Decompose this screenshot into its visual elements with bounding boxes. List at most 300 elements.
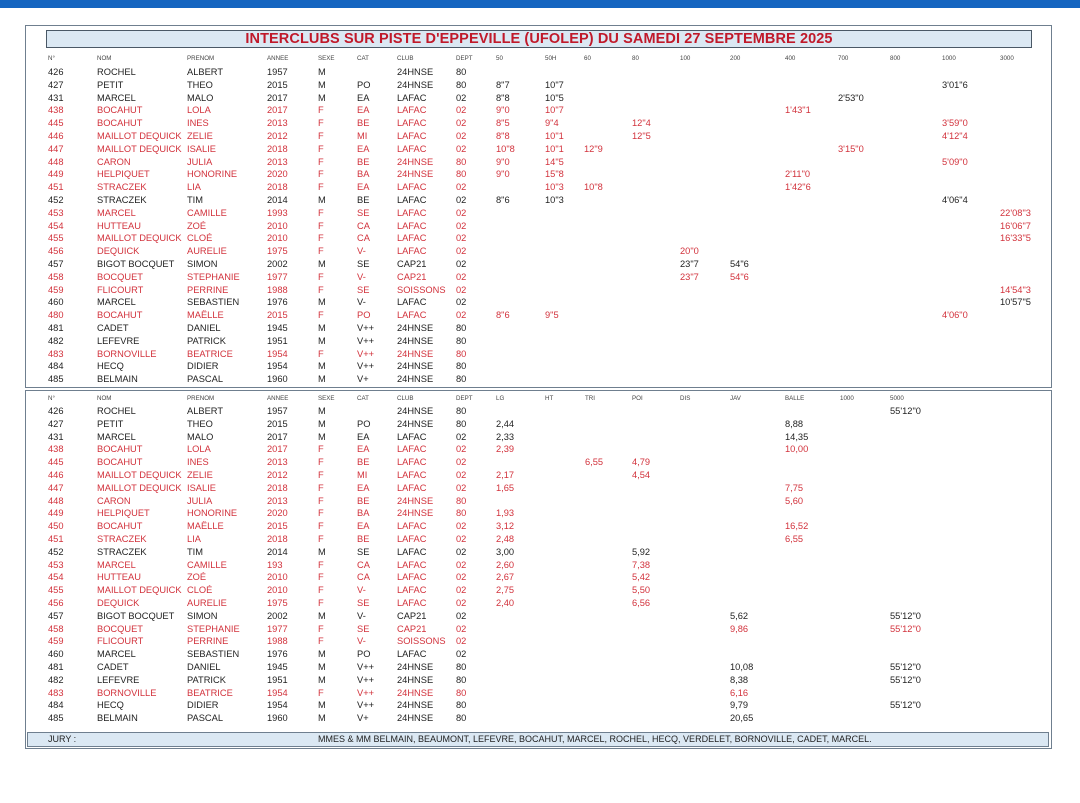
- table-cell: 427: [48, 79, 64, 90]
- table-cell: LAFAC: [397, 105, 427, 116]
- table-cell: M: [318, 374, 326, 385]
- column-header: PRENOM: [187, 55, 215, 62]
- table-cell: F: [318, 687, 324, 698]
- table-cell: 24HNSE: [397, 495, 434, 506]
- table-cell: LAFAC: [397, 143, 427, 154]
- table-cell: ZOÉ: [187, 572, 207, 583]
- table-cell: 1976: [267, 297, 288, 308]
- table-cell: 9"0: [496, 169, 510, 180]
- table-cell: M: [318, 195, 326, 205]
- table-cell: LAFAC: [397, 297, 427, 308]
- table-cell: F: [318, 534, 324, 544]
- table-row: [0, 456, 1080, 469]
- table-cell: 80: [456, 674, 467, 685]
- table-cell: LAFAC: [397, 559, 427, 570]
- table-row: [0, 418, 1080, 431]
- table-cell: 80: [456, 67, 467, 77]
- table-cell: M: [318, 92, 326, 103]
- table-cell: 7,75: [785, 482, 804, 493]
- table-row: [0, 117, 1080, 130]
- table-cell: 1'43"1: [785, 105, 811, 116]
- table-cell: 454: [48, 572, 64, 583]
- table-cell: 2020: [267, 169, 288, 180]
- table-cell: 445: [48, 118, 64, 129]
- table-cell: LAFAC: [397, 534, 427, 544]
- table-cell: 1988: [267, 284, 288, 295]
- table-row: [0, 597, 1080, 610]
- table-cell: 2,17: [496, 470, 515, 480]
- table-cell: 431: [48, 92, 64, 103]
- table-cell: MARCEL: [97, 207, 136, 218]
- table-cell: FLICOURT: [97, 284, 144, 295]
- table-cell: 2018: [267, 143, 288, 154]
- table-cell: BA: [357, 169, 370, 180]
- table-cell: F: [318, 444, 324, 455]
- header-row: [0, 54, 1080, 64]
- table-cell: INES: [187, 457, 209, 468]
- table-cell: 24HNSE: [397, 418, 434, 429]
- table-cell: BIGOT BOCQUET: [97, 610, 175, 621]
- table-cell: 460: [48, 297, 64, 308]
- table-cell: HONORINE: [187, 508, 238, 519]
- table-row: [0, 92, 1080, 105]
- column-header: 400: [785, 55, 796, 62]
- table-cell: 1977: [267, 271, 288, 282]
- table-cell: 9"0: [496, 156, 510, 167]
- column-header: JAV: [730, 395, 741, 402]
- table-cell: 10"8: [584, 182, 603, 193]
- table-cell: 02: [456, 610, 467, 621]
- table-cell: BOCAHUT: [97, 310, 143, 321]
- table-cell: TIM: [187, 195, 204, 205]
- table-cell: SE: [357, 546, 370, 557]
- table-cell: 484: [48, 361, 64, 372]
- table-cell: 449: [48, 169, 64, 180]
- table-cell: 24HNSE: [397, 687, 434, 698]
- table-cell: 80: [456, 406, 467, 416]
- table-cell: 10"1: [545, 143, 564, 154]
- table-cell: 460: [48, 649, 64, 660]
- table-row: [0, 284, 1080, 297]
- table-cell: M: [318, 662, 326, 672]
- table-cell: CAP21: [397, 623, 427, 634]
- table-cell: 2,39: [496, 444, 515, 455]
- table-cell: 3'01"6: [942, 79, 968, 90]
- table-cell: BORNOVILLE: [97, 687, 157, 698]
- table-cell: 2015: [267, 79, 288, 90]
- table-cell: BOCQUET: [97, 271, 143, 282]
- table-cell: 483: [48, 348, 64, 359]
- table-cell: CARON: [97, 156, 131, 167]
- table-cell: 02: [456, 207, 467, 218]
- table-cell: BE: [357, 156, 370, 167]
- table-cell: 2002: [267, 610, 288, 621]
- table-cell: 10"8: [496, 143, 515, 154]
- table-cell: BIGOT BOCQUET: [97, 259, 175, 269]
- table-separator: [25, 387, 1052, 391]
- table-cell: EA: [357, 444, 370, 455]
- table-row: [0, 258, 1080, 271]
- column-header: SEXE: [318, 395, 335, 402]
- table-cell: ZOÉ: [187, 220, 207, 231]
- table-cell: PERRINE: [187, 636, 229, 647]
- table-cell: FLICOURT: [97, 636, 144, 647]
- table-row: [0, 571, 1080, 584]
- table-cell: F: [318, 495, 324, 506]
- table-cell: PASCAL: [187, 374, 223, 385]
- table-cell: 451: [48, 182, 64, 193]
- table-cell: EA: [357, 482, 370, 493]
- table-cell: 02: [456, 636, 467, 647]
- table-cell: 02: [456, 246, 467, 257]
- table-cell: 15"8: [545, 169, 564, 180]
- table-cell: CAP21: [397, 271, 427, 282]
- table-cell: DEQUICK: [97, 598, 140, 608]
- table-cell: 24HNSE: [397, 374, 434, 385]
- table-cell: 02: [456, 92, 467, 103]
- table-cell: ALBERT: [187, 67, 223, 77]
- table-cell: 55'12"0: [890, 623, 921, 634]
- table-cell: F: [318, 636, 324, 647]
- table-cell: M: [318, 713, 326, 724]
- table-cell: V++: [357, 348, 375, 359]
- table-cell: 54"6: [730, 259, 749, 269]
- table-cell: MAËLLE: [187, 521, 224, 532]
- table-cell: 1976: [267, 649, 288, 660]
- table-cell: 5'09"0: [942, 156, 968, 167]
- table-cell: 80: [456, 662, 467, 672]
- table-cell: SEBASTIEN: [187, 297, 240, 308]
- table-cell: 7,38: [632, 559, 651, 570]
- table-cell: MAILLOT DEQUICK: [97, 470, 182, 480]
- table-cell: DANIEL: [187, 323, 221, 333]
- table-cell: PO: [357, 418, 371, 429]
- table-cell: 55'12"0: [890, 700, 921, 711]
- table-cell: LAFAC: [397, 131, 427, 141]
- table-cell: LAFAC: [397, 649, 427, 660]
- table-cell: F: [318, 207, 324, 218]
- column-header: 100: [680, 55, 691, 62]
- table-cell: 3'59"0: [942, 118, 968, 129]
- table-cell: LAFAC: [397, 546, 427, 557]
- table-cell: 2017: [267, 444, 288, 455]
- table-cell: 02: [456, 521, 467, 532]
- table-cell: SE: [357, 207, 370, 218]
- table-cell: 20"0: [680, 246, 699, 257]
- table-cell: 16,52: [785, 521, 809, 532]
- table-cell: 454: [48, 220, 64, 231]
- table-cell: BORNOVILLE: [97, 348, 157, 359]
- table-cell: 02: [456, 649, 467, 660]
- table-cell: STEPHANIE: [187, 271, 240, 282]
- table-cell: 02: [456, 284, 467, 295]
- column-header: ANNEE: [267, 55, 289, 62]
- table-cell: 24HNSE: [397, 156, 434, 167]
- table-cell: 485: [48, 713, 64, 724]
- table-cell: 12"4: [632, 118, 651, 129]
- table-cell: 9"5: [545, 310, 559, 321]
- table-row: [0, 348, 1080, 361]
- table-cell: 2002: [267, 259, 288, 269]
- table-cell: CA: [357, 559, 370, 570]
- table-cell: 55'12"0: [890, 662, 921, 672]
- table-cell: 193: [267, 559, 283, 570]
- table-cell: 14'54"3: [1000, 284, 1031, 295]
- table-cell: BE: [357, 195, 370, 205]
- table-cell: 55'12"0: [890, 406, 921, 416]
- table-cell: 54"6: [730, 271, 749, 282]
- table-cell: 426: [48, 406, 64, 416]
- table-cell: LOLA: [187, 105, 211, 116]
- table-cell: 482: [48, 335, 64, 346]
- table-cell: LIA: [187, 182, 201, 193]
- table-cell: 2013: [267, 118, 288, 129]
- table-cell: 24HNSE: [397, 335, 434, 346]
- table-cell: F: [318, 131, 324, 141]
- table-cell: 02: [456, 143, 467, 154]
- table-cell: SEBASTIEN: [187, 649, 240, 660]
- table-cell: 6,16: [730, 687, 749, 698]
- table-row: [0, 687, 1080, 700]
- table-cell: 2015: [267, 418, 288, 429]
- column-header: ANNEE: [267, 395, 289, 402]
- table-cell: 452: [48, 195, 64, 205]
- table-cell: 446: [48, 131, 64, 141]
- column-header: 1000: [840, 395, 854, 402]
- table-row: [0, 520, 1080, 533]
- table-cell: THEO: [187, 418, 213, 429]
- column-header: 60: [584, 55, 591, 62]
- table-cell: 80: [456, 348, 467, 359]
- table-cell: BEATRICE: [187, 348, 233, 359]
- table-cell: 448: [48, 156, 64, 167]
- table-cell: 458: [48, 271, 64, 282]
- table-cell: 2012: [267, 131, 288, 141]
- table-cell: LAFAC: [397, 246, 427, 257]
- table-cell: 24HNSE: [397, 508, 434, 519]
- table-cell: F: [318, 559, 324, 570]
- table-cell: 12"5: [632, 131, 651, 141]
- table-cell: V-: [357, 585, 366, 596]
- table-cell: LEFEVRE: [97, 335, 140, 346]
- table-cell: 10,00: [785, 444, 809, 455]
- table-cell: 438: [48, 444, 64, 455]
- table-cell: 02: [456, 457, 467, 468]
- table-cell: F: [318, 470, 324, 480]
- table-cell: 02: [456, 444, 467, 455]
- table-cell: 2,48: [496, 534, 515, 544]
- table-row: [0, 469, 1080, 482]
- table-cell: PATRICK: [187, 335, 226, 346]
- table-cell: 3,00: [496, 546, 515, 557]
- table-row: [0, 635, 1080, 648]
- table-cell: 80: [456, 79, 467, 90]
- table-cell: 24HNSE: [397, 323, 434, 333]
- table-cell: LOLA: [187, 444, 211, 455]
- table-cell: F: [318, 182, 324, 193]
- table-cell: ROCHEL: [97, 67, 136, 77]
- table-cell: 80: [456, 700, 467, 711]
- table-cell: PO: [357, 79, 371, 90]
- table-cell: MAILLOT DEQUICK: [97, 233, 182, 244]
- table-cell: 4'06"4: [942, 195, 968, 205]
- table-cell: 80: [456, 418, 467, 429]
- table-cell: DANIEL: [187, 662, 221, 672]
- table-cell: 1945: [267, 323, 288, 333]
- table-cell: M: [318, 649, 326, 660]
- table-cell: 12"9: [584, 143, 603, 154]
- table-cell: M: [318, 297, 326, 308]
- table-row: [0, 610, 1080, 623]
- table-cell: 447: [48, 143, 64, 154]
- table-cell: F: [318, 220, 324, 231]
- table-cell: F: [318, 585, 324, 596]
- table-cell: LAFAC: [397, 220, 427, 231]
- table-cell: 8,88: [785, 418, 804, 429]
- table-cell: F: [318, 118, 324, 129]
- table-cell: EA: [357, 431, 370, 442]
- table-cell: 8"7: [496, 79, 510, 90]
- table-row: [0, 296, 1080, 309]
- table-cell: 23"7: [680, 259, 699, 269]
- table-cell: F: [318, 233, 324, 244]
- table-cell: LIA: [187, 534, 201, 544]
- top-accent-bar: [0, 0, 1080, 8]
- table-cell: 02: [456, 585, 467, 596]
- table-cell: 02: [456, 118, 467, 129]
- table-cell: CADET: [97, 662, 129, 672]
- column-header: 1000: [942, 55, 956, 62]
- table-cell: LAFAC: [397, 585, 427, 596]
- table-cell: HUTTEAU: [97, 220, 141, 231]
- table-cell: CAP21: [397, 610, 427, 621]
- table-cell: M: [318, 431, 326, 442]
- table-cell: PERRINE: [187, 284, 229, 295]
- table-cell: 16'06"7: [1000, 220, 1031, 231]
- table-cell: STRACZEK: [97, 195, 147, 205]
- table-cell: V++: [357, 335, 375, 346]
- table-cell: 8,38: [730, 674, 749, 685]
- table-cell: F: [318, 271, 324, 282]
- table-cell: 1960: [267, 713, 288, 724]
- table-cell: 2014: [267, 546, 288, 557]
- table-cell: 1945: [267, 662, 288, 672]
- table-cell: PO: [357, 649, 371, 660]
- table-cell: BOCAHUT: [97, 444, 143, 455]
- table-cell: 3,12: [496, 521, 515, 532]
- table-cell: SE: [357, 598, 370, 608]
- table-cell: BE: [357, 534, 370, 544]
- table-row: [0, 699, 1080, 712]
- table-cell: 80: [456, 374, 467, 385]
- table-cell: 457: [48, 610, 64, 621]
- table-cell: 2017: [267, 92, 288, 103]
- table-cell: LAFAC: [397, 521, 427, 532]
- table-cell: M: [318, 406, 326, 416]
- table-cell: 02: [456, 233, 467, 244]
- table-cell: 02: [456, 131, 467, 141]
- table-cell: MAILLOT DEQUICK: [97, 143, 182, 154]
- table-cell: 2012: [267, 470, 288, 480]
- table-cell: CLOÉ: [187, 585, 213, 596]
- table-cell: MI: [357, 131, 368, 141]
- table-cell: 8"6: [496, 195, 510, 205]
- column-header: NOM: [97, 395, 112, 402]
- table-cell: 24HNSE: [397, 662, 434, 672]
- table-cell: M: [318, 361, 326, 372]
- table-cell: BE: [357, 457, 370, 468]
- table-row: [0, 360, 1080, 373]
- table-cell: ISALIE: [187, 143, 216, 154]
- table-cell: LEFEVRE: [97, 674, 140, 685]
- table-cell: EA: [357, 521, 370, 532]
- table-cell: MALO: [187, 92, 214, 103]
- column-header: TRI: [585, 395, 595, 402]
- jury-bar: [27, 732, 1049, 747]
- table-cell: SIMON: [187, 259, 218, 269]
- table-cell: MARCEL: [97, 92, 136, 103]
- table-cell: EA: [357, 105, 370, 116]
- table-cell: BOCQUET: [97, 623, 143, 634]
- table-cell: 431: [48, 431, 64, 442]
- table-cell: SOISSONS: [397, 284, 446, 295]
- table-cell: 10'57"5: [1000, 297, 1031, 308]
- table-cell: 5,92: [632, 546, 651, 557]
- table-cell: STRACZEK: [97, 546, 147, 557]
- table-cell: MARCEL: [97, 297, 136, 308]
- table-cell: 1954: [267, 700, 288, 711]
- table-cell: 02: [456, 297, 467, 308]
- header-row: [0, 394, 1080, 404]
- table-cell: PATRICK: [187, 674, 226, 685]
- table-cell: SOISSONS: [397, 636, 446, 647]
- table-cell: 02: [456, 546, 467, 557]
- table-cell: EA: [357, 92, 370, 103]
- table-cell: 9"4: [545, 118, 559, 129]
- table-cell: 80: [456, 169, 467, 180]
- table-cell: 2018: [267, 482, 288, 493]
- table-cell: HONORINE: [187, 169, 238, 180]
- table-cell: 24HNSE: [397, 67, 434, 77]
- table-cell: V+: [357, 374, 369, 385]
- table-cell: 449: [48, 508, 64, 519]
- table-cell: 10"3: [545, 182, 564, 193]
- table-cell: V++: [357, 361, 375, 372]
- table-cell: 24HNSE: [397, 406, 434, 416]
- table-cell: 1977: [267, 623, 288, 634]
- column-header: CAT: [357, 395, 369, 402]
- table-row: [0, 130, 1080, 143]
- table-cell: M: [318, 700, 326, 711]
- column-header: 800: [890, 55, 901, 62]
- table-cell: DEQUICK: [97, 246, 140, 257]
- table-cell: 23"7: [680, 271, 699, 282]
- table-cell: LAFAC: [397, 444, 427, 455]
- table-cell: 1988: [267, 636, 288, 647]
- table-cell: HECQ: [97, 700, 124, 711]
- table-cell: 1957: [267, 406, 288, 416]
- table-cell: MARCEL: [97, 559, 136, 570]
- table-cell: 02: [456, 572, 467, 583]
- table-cell: F: [318, 623, 324, 634]
- table-cell: V+: [357, 713, 369, 724]
- table-row: [0, 207, 1080, 220]
- table-cell: DIDIER: [187, 361, 219, 372]
- table-cell: 450: [48, 521, 64, 532]
- table-cell: 14"5: [545, 156, 564, 167]
- table-cell: BOCAHUT: [97, 457, 143, 468]
- table-cell: M: [318, 323, 326, 333]
